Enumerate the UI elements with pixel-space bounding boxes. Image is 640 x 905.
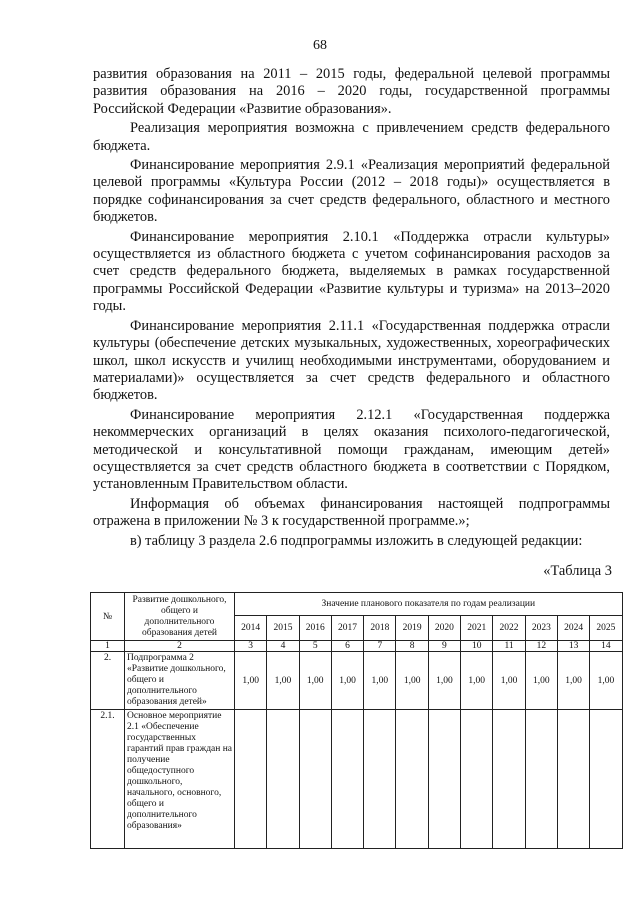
value-cell: [267, 710, 299, 849]
value-cell: [461, 710, 493, 849]
value-cell: [525, 710, 557, 849]
col-no-header: №: [91, 593, 125, 641]
column-number-row: [91, 641, 623, 652]
column-number: 1: [91, 641, 125, 652]
column-number: 4: [267, 641, 299, 652]
year-header: 2024: [557, 616, 589, 641]
paragraph: Информация об объемах финансирования настоящей подпрограммы отражена в приложении № 3 к государственной программе.»;: [93, 495, 610, 530]
value-cell: [428, 710, 460, 849]
value-cell: 1,00: [590, 652, 622, 710]
value-cell: [396, 710, 428, 849]
col-name-header: Развитие дошкольного, общего и дополнительного образования детей: [125, 593, 235, 641]
value-cell: [590, 710, 622, 849]
table-header-row: [91, 593, 623, 616]
year-header: 2019: [396, 616, 428, 641]
year-header: 2025: [590, 616, 622, 641]
table-caption: «Таблица 3: [543, 563, 612, 579]
row-name: Подпрограмма 2 «Развитие дошкольного, общего и дополнительного образования детей»: [125, 652, 235, 710]
paragraph: в) таблицу 3 раздела 2.6 подпрограммы изложить в следующей редакции:: [130, 532, 583, 549]
value-cell: 1,00: [235, 652, 267, 710]
column-number: 2: [125, 641, 235, 652]
paragraph: Финансирование мероприятия 2.11.1 «Государственная поддержка отрасли культуры (обеспечение детских музыкальных, художественных, хореографических школ, школ искусств и училищ необходимыми инструментами, оборудованием и материалами)» осуществляется за счет средств федерального и областного бюджетов.: [93, 317, 610, 404]
value-cell: 1,00: [525, 652, 557, 710]
year-header: 2023: [525, 616, 557, 641]
value-cell: 1,00: [299, 652, 331, 710]
value-cell: 1,00: [364, 652, 396, 710]
year-header: 2020: [428, 616, 460, 641]
table-row: [91, 652, 623, 710]
column-number: 8: [396, 641, 428, 652]
years-span-header: Значение планового показателя по годам реализации: [235, 593, 623, 616]
year-header: 2016: [299, 616, 331, 641]
column-number: 3: [235, 641, 267, 652]
value-cell: [235, 710, 267, 849]
value-cell: 1,00: [557, 652, 589, 710]
year-header: 2017: [331, 616, 363, 641]
year-header: 2018: [364, 616, 396, 641]
value-cell: [364, 710, 396, 849]
paragraph: Финансирование мероприятия 2.10.1 «Поддержка отрасли культуры» осуществляется из областного бюджета с учетом софинансирования расходов за счет средств федерального бюджета, выделяемых в рамках государственной программы Российской Федерации «Развитие культуры и туризма» на 2013–2020 годы.: [93, 228, 610, 315]
column-number: 6: [331, 641, 363, 652]
indicators-table: [90, 592, 623, 849]
year-header: 2015: [267, 616, 299, 641]
table-row: [91, 710, 623, 849]
column-number: 13: [557, 641, 589, 652]
paragraph: Финансирование мероприятия 2.12.1 «Государственная поддержка некоммерческих организаций в целях оказания психолого-педагогической, методической и консультативной помощи гражданам, имеющим детей» осуществляется за счет средств областного бюджета в соответствии с Порядком, установленным Правительством области.: [93, 406, 610, 493]
value-cell: [299, 710, 331, 849]
value-cell: 1,00: [493, 652, 525, 710]
column-number: 11: [493, 641, 525, 652]
value-cell: [493, 710, 525, 849]
column-number: 5: [299, 641, 331, 652]
column-number: 14: [590, 641, 622, 652]
value-cell: [557, 710, 589, 849]
column-number: 9: [428, 641, 460, 652]
paragraph: развития образования на 2011 – 2015 годы, федеральной целевой программы развития образования на 2016 – 2020 годы, государственной программы Российской Федерации «Развитие образования».: [93, 66, 610, 117]
value-cell: 1,00: [428, 652, 460, 710]
year-header: 2014: [235, 616, 267, 641]
column-number: 10: [461, 641, 493, 652]
year-header: 2021: [461, 616, 493, 641]
value-cell: 1,00: [331, 652, 363, 710]
year-header: 2022: [493, 616, 525, 641]
column-number: 7: [364, 641, 396, 652]
value-cell: [331, 710, 363, 849]
column-number: 12: [525, 641, 557, 652]
row-name: Основное мероприятие 2.1 «Обеспечение государственных гарантий прав граждан на получение общедоступного дошкольного, начального, основного, общего и дополнительного образования»: [125, 710, 235, 849]
row-number: 2.1.: [91, 710, 125, 849]
page-number: 68: [313, 38, 327, 53]
paragraph: Реализация мероприятия возможна с привлечением средств федерального бюджета.: [93, 120, 610, 154]
value-cell: 1,00: [396, 652, 428, 710]
paragraph: Финансирование мероприятия 2.9.1 «Реализация мероприятий федеральной целевой программы «Культура России (2012 – 2018 годы)» осуществляется в порядке софинансирования за счет средств федерального, областного и местного бюджетов.: [93, 157, 610, 226]
body-text: [93, 66, 610, 552]
value-cell: 1,00: [461, 652, 493, 710]
row-number: 2.: [91, 652, 125, 710]
value-cell: 1,00: [267, 652, 299, 710]
